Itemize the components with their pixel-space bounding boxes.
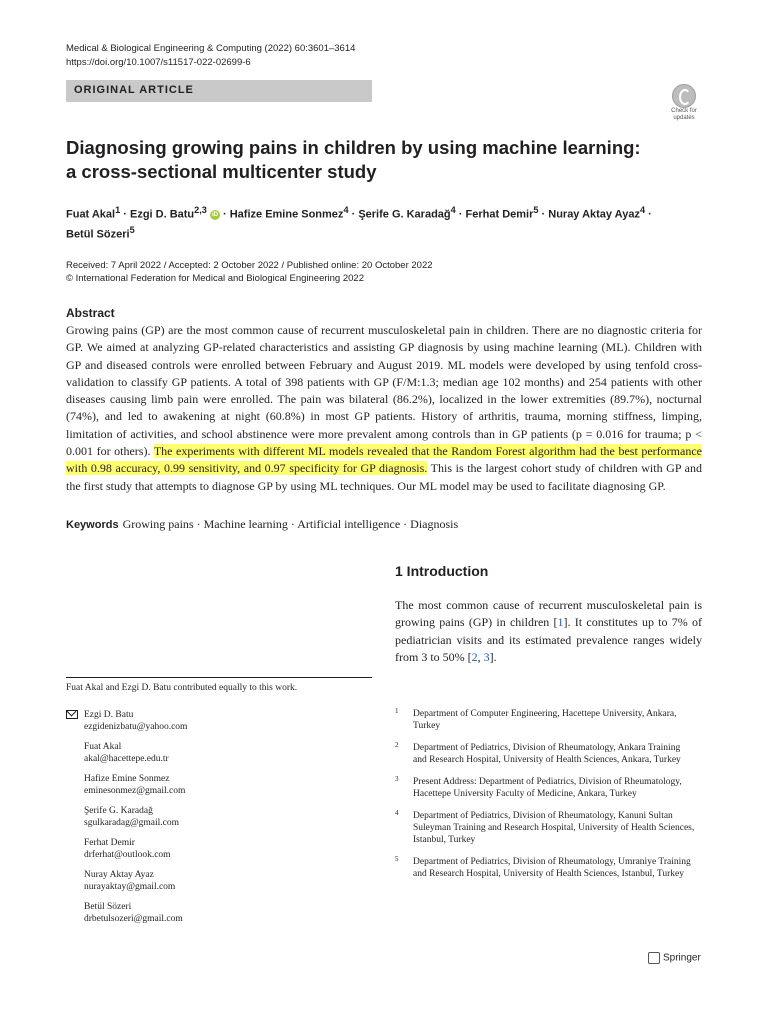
contact-email[interactable]: nurayaktay@gmail.com <box>84 882 176 892</box>
author-affiliation-ref: 1 <box>115 205 121 215</box>
publisher-name: Springer <box>663 952 701 964</box>
affiliation-text: Department of Pediatrics, Division of Rheumatology, Ankara Training and Research Hospital, University of Health Sciences, Ankara, Turkey <box>413 743 681 765</box>
author-separator: · <box>348 208 359 221</box>
check-updates-line1: Check for <box>671 108 697 114</box>
abstract-text: This is the largest cohort study of children with GP and the first study that attempts to diagnose GP by using ML techniques. Our ML model may be used to facilitate diagnosing GP. <box>66 461 703 493</box>
contact-name: Fuat Akal <box>84 742 122 752</box>
author-separator: · <box>455 208 466 221</box>
author-name: Ferhat Demir <box>465 208 534 221</box>
contact-email[interactable]: drferhat@outlook.com <box>84 850 171 860</box>
contact-entry <box>66 901 366 925</box>
abstract-highlight[interactable]: The experiments with different ML models revealed that the Random Forest algorithm had the best performance with 0.98 accuracy, 0.99 sensitivity, and 0.97 specificity for GP diagnosis. <box>66 444 702 476</box>
springer-horse-icon <box>648 952 660 964</box>
contact-email[interactable]: ezgidenizbatu@yahoo.com <box>84 722 188 732</box>
envelope-icon <box>66 710 78 719</box>
affiliation-number: 2 <box>395 741 399 749</box>
article-title <box>66 136 686 184</box>
author-separator: · <box>120 208 130 221</box>
abstract-text: Growing pains (GP) are the most common cause of recurrent musculoskeletal pain in children. There are no diagnostic criteria for GP. We aimed at analyzing GP-related characteristics and assisting GP diagnosis by using machine learning (ML). Children with GP and diseased controls were enrolled between February and August 2019. ML models were developed by using tenfold cross-validation to classify GP patients. A total of 398 patients with GP (F/M:1.3; median age 102 months) and 254 patients with other diseases causing limb pain were enrolled. The pain was bilateral (86.2%), localized in the lower extremities (89.7%), nocturnal (74%), and led to awakening at night (60.8%) in most GP patients. History of arthritis, trauma, morning stiffness, limping, limitation of activities, and school abstinence were more prevalent among controls than in GP patients (p = 0.016 for trauma; p < 0.001 for others). <box>66 323 702 459</box>
affiliation-entry <box>395 742 695 766</box>
author-separator: · <box>219 208 230 221</box>
affiliation-number: 5 <box>395 855 399 863</box>
reference-link[interactable]: 2 <box>471 649 478 664</box>
contact-name: Nuray Aktay Ayaz <box>84 870 154 880</box>
check-updates-line2: updates <box>673 115 695 121</box>
contact-email[interactable]: drbetulsozeri@gmail.com <box>84 914 183 924</box>
contact-entry <box>66 709 366 733</box>
author-name: Şerife G. Karadağ <box>358 208 451 221</box>
affiliation-number: 4 <box>395 809 399 817</box>
intro-text: ]. It constitutes up to 7% of pediatrician visits and its estimated prevalence ranges widely from 3 to 50% [ <box>395 615 703 664</box>
contact-email[interactable]: sgulkaradag@gmail.com <box>84 818 180 828</box>
contact-name: Ezgi D. Batu <box>84 710 134 720</box>
author-list <box>66 203 706 242</box>
contact-name: Hafize Emine Sonmez <box>84 774 170 784</box>
contact-entry <box>66 837 366 861</box>
affiliation-list <box>395 708 695 890</box>
reference-link[interactable]: 1 <box>557 615 564 630</box>
author-affiliation-ref: 5 <box>533 205 539 215</box>
copyright-line: © International Federation for Medical and Biological Engineering 2022 <box>66 273 364 284</box>
contact-name: Şerife G. Karadağ <box>84 806 153 816</box>
check-for-updates-badge[interactable] <box>664 84 704 124</box>
affiliation-entry <box>395 708 695 732</box>
contact-entry <box>66 773 366 797</box>
author-name: Fuat Akal <box>66 208 116 221</box>
author-name: Nuray Aktay Ayaz <box>548 208 640 221</box>
author-separator: · <box>538 208 549 221</box>
author-affiliation-ref: 4 <box>639 205 646 215</box>
author-name: Betül Sözeri <box>66 228 130 241</box>
affiliation-entry <box>395 856 695 880</box>
footnote-divider <box>66 677 372 678</box>
affiliation-number: 1 <box>395 707 399 715</box>
check-updates-icon <box>672 84 696 108</box>
introduction-body <box>395 597 702 666</box>
article-type-label: ORIGINAL ARTICLE <box>74 84 194 96</box>
title-line1: Diagnosing growing pains in children by using machine learning: <box>66 137 641 158</box>
contact-email[interactable]: eminesonmez@gmail.com <box>84 786 186 796</box>
abstract-heading: Abstract <box>66 306 115 320</box>
contact-entry <box>66 741 366 765</box>
contact-name: Betül Sözeri <box>84 902 132 912</box>
contact-entry <box>66 869 366 893</box>
keywords-label: Keywords <box>66 519 119 531</box>
contact-entry <box>66 805 366 829</box>
intro-text: The most common cause of recurrent musculoskeletal pain is growing pains (GP) in children [ <box>395 598 702 630</box>
reference-link[interactable]: 3 <box>483 649 490 664</box>
publication-dates <box>66 259 433 285</box>
affiliation-text: Department of Computer Engineering, Hacettepe University, Ankara, Turkey <box>413 709 677 731</box>
contact-name: Ferhat Demir <box>84 838 135 848</box>
affiliation-text: Department of Pediatrics, Division of Rheumatology, Kanuni Sultan Suleyman Training and Research Hospital, University of Health Sciences, Istanbul, Turkey <box>413 811 695 845</box>
abstract-body <box>66 322 702 495</box>
contact-list <box>66 709 366 933</box>
author-name: Ezgi D. Batu <box>129 208 195 221</box>
journal-name: Medical & Biological Engineering & Computing (2022) 60:3601–3614 <box>66 43 356 54</box>
affiliation-entry <box>395 810 695 846</box>
orcid-icon[interactable]: iD <box>211 211 218 218</box>
title-line2: a cross-sectional multicenter study <box>66 161 377 182</box>
affiliation-text: Department of Pediatrics, Division of Rheumatology, Umraniye Training and Research Hospital, University of Health Sciences, Istanbul, Turkey <box>413 857 691 879</box>
equal-contribution-note: Fuat Akal and Ezgi D. Batu contributed equally to this work. <box>66 683 298 693</box>
contact-email[interactable]: akal@hacettepe.edu.tr <box>84 754 169 764</box>
history-dates: Received: 7 April 2022 / Accepted: 2 October 2022 / Published online: 20 October 2022 <box>66 260 433 271</box>
introduction-heading: 1 Introduction <box>395 563 489 579</box>
publisher-logo <box>648 952 701 964</box>
intro-text: ]. <box>489 649 497 664</box>
affiliation-text: Present Address: Department of Pediatrics, Division of Rheumatology, Hacettepe University Faculty of Medicine, Ankara, Turkey <box>413 777 682 799</box>
author-affiliation-ref: 5 <box>129 224 135 235</box>
author-separator: · <box>645 208 652 221</box>
author-affiliation-ref: 4 <box>450 205 456 215</box>
author-name: Hafize Emine Sonmez <box>229 208 344 221</box>
keywords-line <box>66 517 458 532</box>
article-type-banner <box>66 80 372 102</box>
reference-separator: , <box>477 649 484 664</box>
author-affiliation-ref: 2,3 <box>194 205 207 215</box>
affiliation-number: 3 <box>395 775 399 783</box>
keywords-text: Growing pains · Machine learning · Artificial intelligence · Diagnosis <box>122 517 459 531</box>
affiliation-entry <box>395 776 695 800</box>
journal-citation <box>66 42 355 70</box>
doi-link[interactable]: https://doi.org/10.1007/s11517-022-02699-6 <box>66 57 251 68</box>
author-affiliation-ref: 4 <box>343 205 349 215</box>
